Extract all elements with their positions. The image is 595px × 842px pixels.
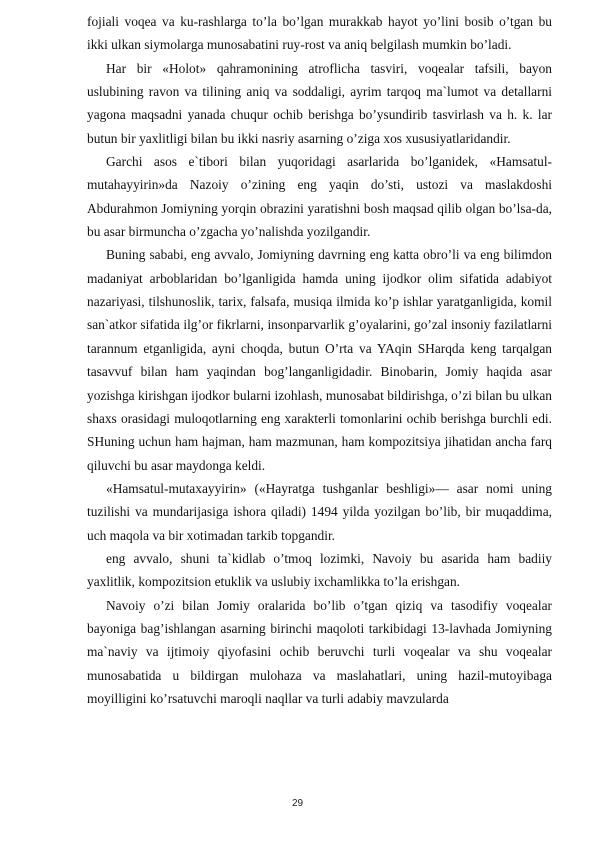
paragraph-continuation: fojiali voqea va ku-rashlarga to’la bo’lgan murakkab hayot yo’lini bosib o’tgan bu ikki ulkan siymolarga munosabatini ruy-rost va aniq belgilash mumkin bo’ladi.	[87, 14, 552, 53]
page-number: 29	[291, 798, 304, 809]
document-body	[87, 10, 552, 710]
paragraph-holot-description: Har bir «Holot» qahramonining atroflicha tasviri, voqealar tafsili, bayon uslubining ravon va tilining aniq va soddaligi, ayrim tarqoq ma`lumot va detallarni yagona maqsadni yanada chuqur ochib berishga bo’ysundirib tasvirlash va h. k. lar butun bir yaxlitligi bilan bu ikki nasriy asarning o’ziga xos xususiyatlaridandir.	[87, 60, 552, 146]
paragraph-jomiy-reasons: Buning sababi, eng avvalo, Jomiyning davrning eng katta obro’li va eng bilimdon madaniyat arboblaridan bo’lganligida hamda uning ijodkor olim sifatida adabiyot nazariyasi, tilshunoslik, tarix, falsafa, musiqa ilmida ko’p ishlar yaratganligida, komil san`atkor sifatida ilg’or fikrlarni, insonparvarlik g’oyalarini, go’zal insoniy fazilatlarni tarannum etganligida, ayni choqda, butun O’rta va YAqin SHarqda keng tarqalgan tasavvuf bilan ham yaqindan bog’langanligidadir. Binobarin, Jomiy haqida asar yozishga kirishgan ijodkor bularni izohlash, munosabat bildirishga, o’zi bilan bu ulkan shaxs orasidagi muloqotlarning eng xarakterli tomonlarini ochib berishga burchli edi. SHuning uchun ham hajman, ham mazmunan, ham kompozitsiya jihatidan ancha farq qiluvchi bu asar maydonga keldi.	[87, 247, 552, 473]
paragraph-artistic-unity: eng avvalo, shuni ta`kidlab o’tmoq lozimki, Navoiy bu asarida ham badiiy yaxlitlik, kompozitsion etuklik va uslubiy ixchamlikka to’la erishgan.	[87, 550, 552, 590]
paragraph-hamsatul-structure: «Hamsatul-mutaxayyirin» («Hayratga tushganlar beshligi»— asar nomi uning tuzilishi va mundarijasiga ishora qiladi) 1494 yilda yozilgan bo’lib, bir muqaddima, uch maqola va bir xotimadan tarkib topgandir.	[87, 480, 552, 543]
paragraph-hamsatul-purpose: Garchi asos e`tibori bilan yuqoridagi asarlarida bo’lganidek, «Hamsatul-mutahayyirin»da Nazoiy o’zining eng yaqin do’sti, ustozi va maslakdoshi Abdurahmon Jomiyning yorqin obrazini yaratishni bosh maqsad qilib olgan bo’lsa-da, bu asar birmuncha o’zgacha yo’nalishda yozilgandir.	[87, 154, 552, 240]
paragraph-first-maqolot: Navoiy o’zi bilan Jomiy oralarida bo’lib o’tgan qiziq va tasodifiy voqealar bayoniga bag’ishlangan asarning birinchi maqoloti tarkibidagi 13-lavhada Jomiyning ma`naviy va ijtimoiy qiyofasini ochib beruvchi turli voqealar va shu voqealar munosabatida u bildirgan mulohaza va maslahatlari, uning hazil-mutoyibaga moyilligini ko’rsatuvchi maroqli naqllar va turli adabiy mavzularda	[87, 597, 552, 706]
